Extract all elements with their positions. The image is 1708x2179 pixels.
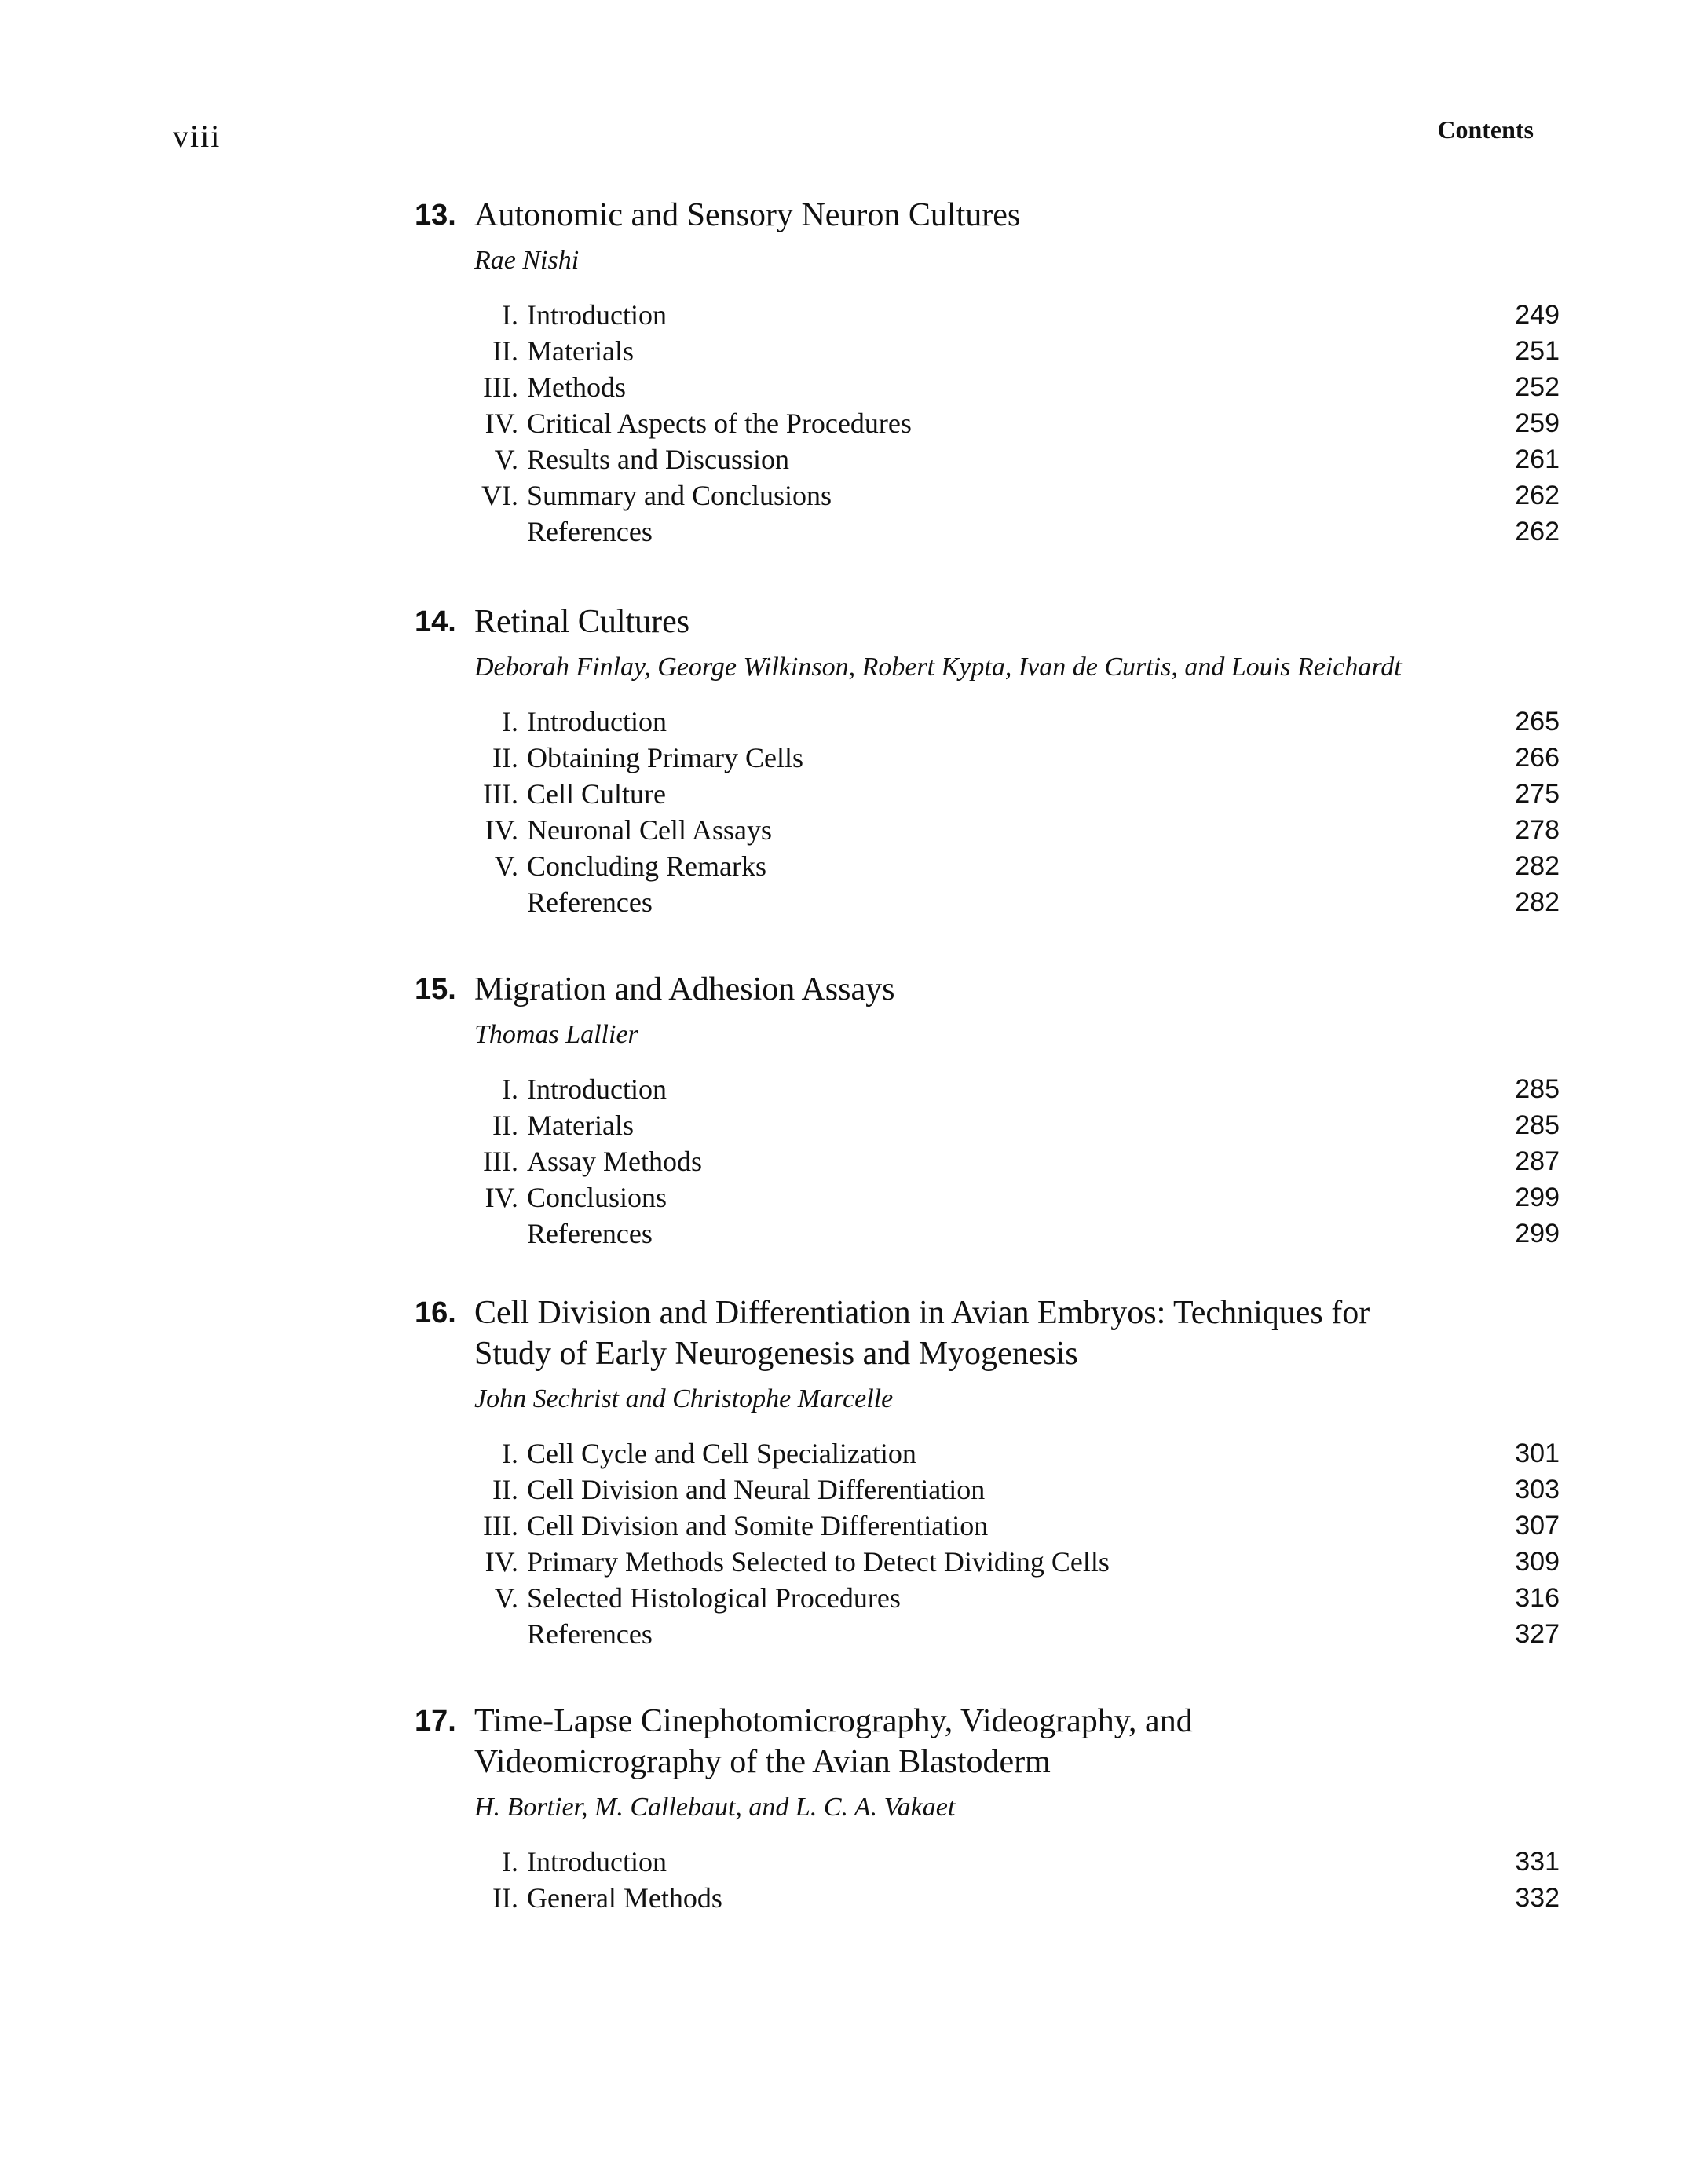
section-list: [415, 1844, 1560, 1916]
section-number: II.: [492, 1474, 518, 1505]
section-number: IV.: [485, 1546, 518, 1578]
section-title: Cell Division and Neural Differentiation: [527, 1474, 986, 1505]
section-page: 285: [1515, 1074, 1560, 1104]
section-title: References: [527, 1618, 653, 1650]
section-page: 309: [1515, 1547, 1560, 1577]
toc-entry: [415, 369, 1560, 405]
section-page: 316: [1515, 1583, 1560, 1613]
section-page: 299: [1515, 1219, 1560, 1249]
section-page: 266: [1515, 743, 1560, 773]
section-number: IV.: [485, 1182, 518, 1213]
section-title: References: [527, 887, 653, 918]
section-page: 307: [1515, 1511, 1560, 1541]
chapter-title-line: Migration and Adhesion Assays: [474, 971, 895, 1007]
chapter-title: [474, 1292, 1464, 1374]
section-title: Conclusions: [527, 1182, 667, 1213]
section-title: Cell Division and Somite Differentiation: [527, 1510, 989, 1541]
toc-entry: [415, 1435, 1560, 1472]
toc-entry: [415, 441, 1560, 477]
section-title: Introduction: [527, 1073, 667, 1105]
section-number: I.: [502, 299, 518, 331]
section-title: Introduction: [527, 1846, 667, 1877]
section-page: 262: [1515, 481, 1560, 510]
toc-entry: [415, 333, 1560, 369]
toc-entry: [415, 884, 1560, 920]
chapter-authors: Thomas Lallier: [474, 1020, 638, 1049]
toc-entry: [415, 1544, 1560, 1580]
section-page: 259: [1515, 408, 1560, 438]
chapter-title-line: Study of Early Neurogenesis and Myogenesis: [474, 1336, 1078, 1372]
toc-entry: [415, 1580, 1560, 1616]
section-number: VI.: [481, 480, 518, 511]
toc-entry: [415, 297, 1560, 333]
toc-entry: [415, 477, 1560, 514]
section-page: 287: [1515, 1146, 1560, 1176]
section-list: [415, 1071, 1560, 1252]
section-number: III.: [483, 778, 518, 810]
section-number: II.: [492, 1110, 518, 1141]
section-number: I.: [502, 706, 518, 737]
section-page: 285: [1515, 1110, 1560, 1140]
chapter-authors: John Sechrist and Christophe Marcelle: [474, 1384, 894, 1413]
section-number: I.: [502, 1846, 518, 1877]
section-title: Obtaining Primary Cells: [527, 742, 803, 773]
toc-entry: [415, 1472, 1560, 1508]
chapter-title-row: [415, 969, 1560, 1010]
section-title: Summary and Conclusions: [527, 480, 832, 511]
section-number: II.: [492, 742, 518, 773]
chapter-title-line: Cell Division and Differentiation in Avian Embryos: Techniques for: [474, 1295, 1370, 1331]
chapter-title: [474, 601, 1464, 642]
section-number: I.: [502, 1073, 518, 1105]
toc-entry: [415, 1107, 1560, 1143]
running-head: Contents: [1437, 115, 1534, 144]
section-page: 301: [1515, 1439, 1560, 1468]
toc-entry: [415, 405, 1560, 441]
section-list: [415, 704, 1560, 920]
section-page: 303: [1515, 1475, 1560, 1504]
section-title: General Methods: [527, 1882, 722, 1914]
section-list: [415, 297, 1560, 550]
chapter-title: [474, 969, 1464, 1010]
section-title: Assay Methods: [527, 1146, 702, 1177]
chapter-17: [415, 1701, 1560, 1916]
section-title: Selected Histological Procedures: [527, 1582, 901, 1614]
section-page: 275: [1515, 779, 1560, 809]
section-page: 282: [1515, 851, 1560, 881]
section-page: 282: [1515, 887, 1560, 917]
section-page: 251: [1515, 336, 1560, 366]
toc-entry: [415, 1508, 1560, 1544]
section-number: III.: [483, 1146, 518, 1177]
toc-entry: [415, 1071, 1560, 1107]
section-title: Introduction: [527, 299, 667, 331]
section-title: Primary Methods Selected to Detect Dividing Cells: [527, 1546, 1110, 1578]
section-number: II.: [492, 1882, 518, 1914]
chapter-title: [474, 1701, 1464, 1782]
toc-entry: [415, 704, 1560, 740]
section-title: Introduction: [527, 706, 667, 737]
section-title: References: [527, 1218, 653, 1249]
section-title: Materials: [527, 335, 634, 367]
chapter-14: [415, 601, 1560, 920]
chapter-authors: Rae Nishi: [474, 246, 580, 275]
section-number: II.: [492, 335, 518, 367]
chapter-title: [474, 195, 1464, 236]
section-number: I.: [502, 1438, 518, 1469]
section-title: Concluding Remarks: [527, 850, 766, 882]
section-page: 278: [1515, 815, 1560, 845]
section-title: Materials: [527, 1110, 634, 1141]
section-number: V.: [494, 444, 518, 475]
chapter-15: [415, 969, 1560, 1252]
section-page: 249: [1515, 300, 1560, 330]
section-title: Neuronal Cell Assays: [527, 814, 772, 846]
section-title: Methods: [527, 371, 626, 403]
toc-entry: [415, 1179, 1560, 1216]
section-page: 299: [1515, 1183, 1560, 1212]
chapter-authors: H. Bortier, M. Callebaut, and L. C. A. Vakaet: [474, 1793, 956, 1822]
toc-entry: [415, 848, 1560, 884]
chapter-title-row: [415, 601, 1560, 642]
chapter-number: 17.: [415, 1705, 456, 1738]
toc-entry: [415, 740, 1560, 776]
chapter-title-line: Autonomic and Sensory Neuron Cultures: [474, 197, 1021, 233]
section-page: 327: [1515, 1619, 1560, 1649]
section-page: 252: [1515, 372, 1560, 402]
section-page: 332: [1515, 1883, 1560, 1913]
chapter-authors: Deborah Finlay, George Wilkinson, Robert Kypta, Ivan de Curtis, and Louis Reichardt: [474, 653, 1402, 682]
section-list: [415, 1435, 1560, 1652]
section-title: References: [527, 516, 653, 547]
chapter-title-line: Retinal Cultures: [474, 604, 690, 640]
toc-entry: [415, 1616, 1560, 1652]
toc-entry: [415, 514, 1560, 550]
section-number: III.: [483, 371, 518, 403]
section-page: 261: [1515, 444, 1560, 474]
section-page: 331: [1515, 1847, 1560, 1877]
chapter-number: 13.: [415, 199, 456, 232]
section-title: Cell Culture: [527, 778, 666, 810]
chapter-number: 14.: [415, 605, 456, 638]
section-number: III.: [483, 1510, 518, 1541]
chapter-16: [415, 1292, 1560, 1652]
section-title: Cell Cycle and Cell Specialization: [527, 1438, 916, 1469]
section-page: 262: [1515, 517, 1560, 547]
chapter-number: 15.: [415, 973, 456, 1006]
chapter-title-row: [415, 1701, 1560, 1782]
section-number: IV.: [485, 408, 518, 439]
chapter-title-line: Videomicrography of the Avian Blastoderm: [474, 1744, 1051, 1780]
section-number: V.: [494, 1582, 518, 1614]
toc-entry: [415, 1216, 1560, 1252]
toc-entry: [415, 1880, 1560, 1916]
toc-entry: [415, 1143, 1560, 1179]
chapter-title-line: Time-Lapse Cinephotomicrography, Videography, and: [474, 1703, 1193, 1739]
page-number: viii: [173, 119, 221, 154]
chapter-title-row: [415, 1292, 1560, 1374]
chapter-number: 16.: [415, 1296, 456, 1329]
section-number: IV.: [485, 814, 518, 846]
toc-entry: [415, 776, 1560, 812]
section-title: Results and Discussion: [527, 444, 790, 475]
section-number: V.: [494, 850, 518, 882]
toc-entry: [415, 812, 1560, 848]
section-title: Critical Aspects of the Procedures: [527, 408, 912, 439]
toc-entry: [415, 1844, 1560, 1880]
chapter-13: [415, 195, 1560, 550]
chapter-title-row: [415, 195, 1560, 236]
section-page: 265: [1515, 707, 1560, 737]
